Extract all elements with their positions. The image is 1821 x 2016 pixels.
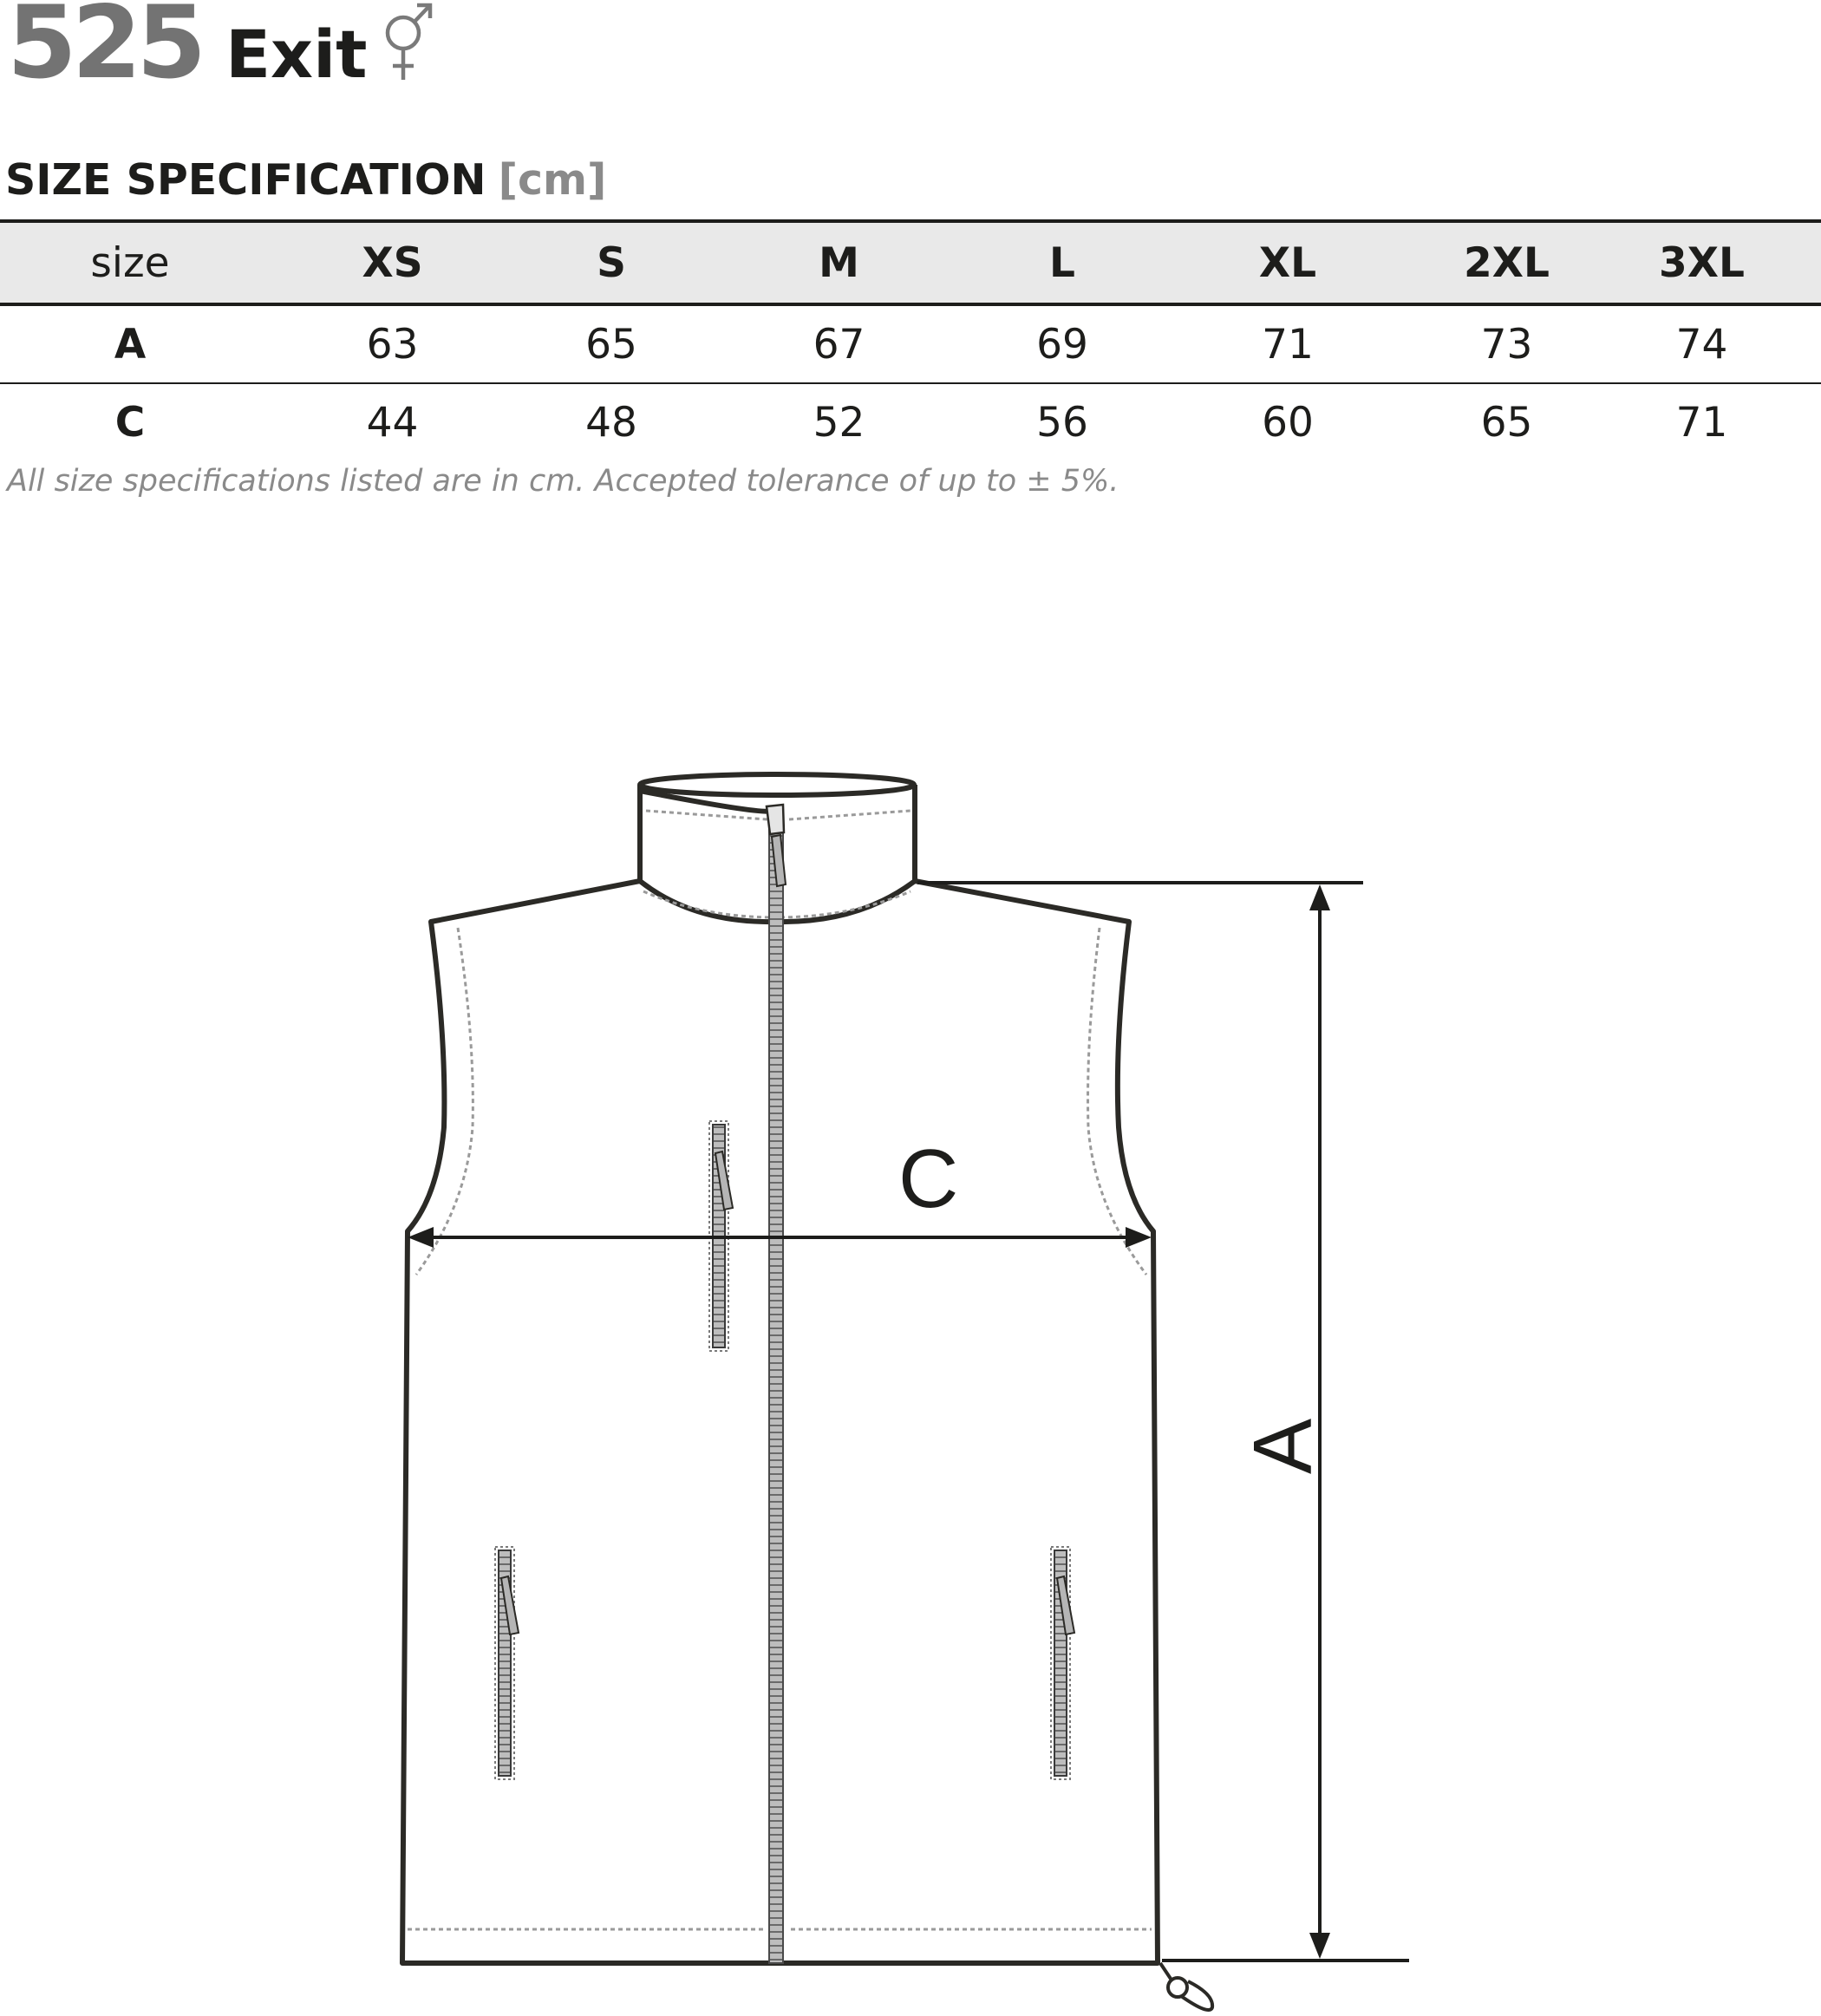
dimension-a-line	[917, 883, 1409, 1961]
table-cell: 73	[1431, 304, 1583, 383]
table-cell: 52	[813, 398, 865, 447]
size-header-2xl: 2XL	[1431, 221, 1583, 304]
table-cell: 44	[366, 398, 419, 447]
table-row	[0, 383, 1821, 460]
table-cell: 48	[585, 398, 637, 447]
table-cell: 65	[525, 304, 698, 383]
table-row	[0, 304, 1821, 383]
dimension-c-label: C	[898, 1132, 959, 1225]
table-cell: 60	[1262, 398, 1314, 447]
left-pocket-zipper	[495, 1547, 519, 1779]
size-header-l: L	[980, 221, 1145, 304]
product-number: 525	[7, 0, 202, 101]
table-cell: 65	[1480, 398, 1533, 447]
size-spec-unit: [cm]	[498, 155, 607, 205]
drawcord-toggle	[1160, 1963, 1212, 2010]
table-cell: 56	[1036, 398, 1088, 447]
table-cell: 69	[980, 304, 1145, 383]
row-label-c: C	[114, 398, 146, 447]
table-header-row	[0, 221, 1821, 304]
table-cell: 67	[698, 304, 980, 383]
table-header-label: size	[0, 221, 260, 304]
row-label-a: A	[0, 304, 260, 383]
table-cell: 71	[1675, 398, 1728, 447]
size-header-xs: XS	[260, 221, 525, 304]
size-header-m: M	[698, 221, 980, 304]
size-spec-heading	[5, 154, 606, 206]
unisex-gender-icon	[382, 0, 434, 87]
dimension-a-label: A	[1237, 1418, 1329, 1474]
chest-pocket-zipper	[709, 1121, 733, 1351]
table-cell: 63	[260, 304, 525, 383]
right-pocket-zipper	[1051, 1547, 1074, 1779]
vest-outline	[402, 774, 1158, 1963]
size-spec-title: SIZE SPECIFICATION	[5, 155, 486, 205]
size-header-xl: XL	[1145, 221, 1431, 304]
vest-stitching	[408, 811, 1152, 1929]
size-header-s: S	[525, 221, 698, 304]
table-cell: 74	[1583, 304, 1821, 383]
table-cell: 71	[1145, 304, 1431, 383]
dimension-c-line	[408, 1227, 1152, 1248]
center-zipper	[767, 805, 786, 1963]
size-table	[0, 219, 1821, 460]
product-title	[7, 0, 434, 101]
tolerance-footnote: All size specifications listed are in cm. Accepted tolerance of up to ± 5%.	[7, 464, 1119, 499]
product-name: Exit	[225, 16, 368, 93]
size-header-3xl: 3XL	[1583, 221, 1821, 304]
